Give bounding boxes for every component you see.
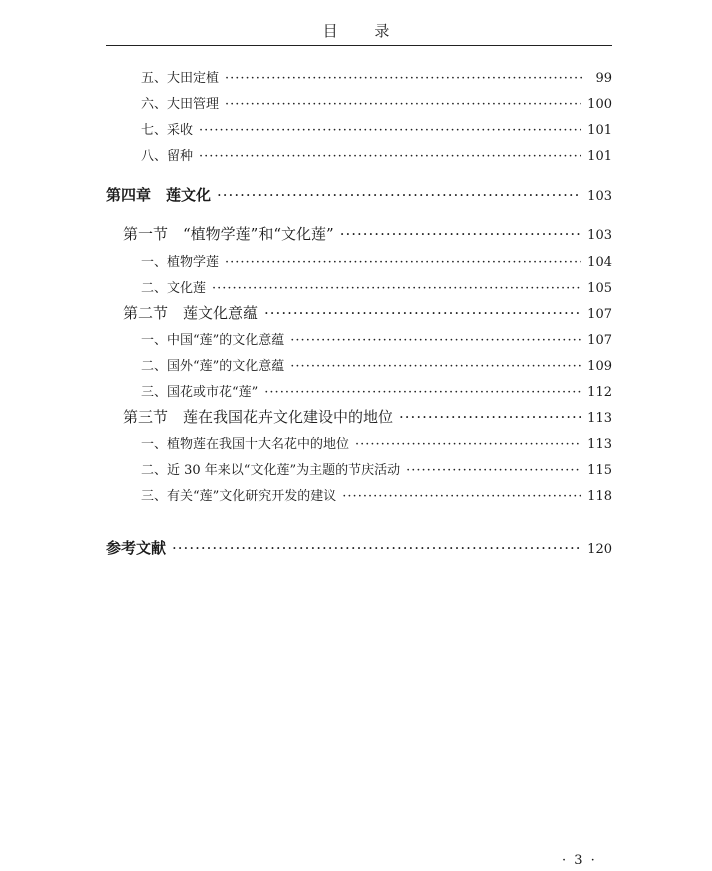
toc-leader-dots bbox=[342, 489, 581, 504]
toc-entry-page: 109 bbox=[587, 359, 612, 374]
toc-leader-dots bbox=[264, 304, 581, 322]
toc-leader-dots bbox=[225, 71, 584, 86]
toc-entry-page: 113 bbox=[587, 437, 612, 452]
toc-leader-dots bbox=[340, 225, 581, 243]
toc-entry-label: 第三节 莲在我国花卉文化建设中的地位 bbox=[123, 408, 394, 426]
toc-leader-dots bbox=[264, 385, 581, 400]
toc-chapter-entry[interactable] bbox=[106, 537, 612, 558]
toc-entry[interactable] bbox=[141, 251, 612, 270]
toc-leader-dots bbox=[225, 255, 581, 270]
toc-entry-label: 二、近 30 年来以“文化莲”为主题的节庆活动 bbox=[141, 463, 401, 478]
toc-entry-page: 104 bbox=[587, 255, 612, 270]
toc-leader-dots bbox=[199, 123, 581, 138]
toc-entry-label: 五、大田定植 bbox=[141, 71, 220, 86]
toc-entry-label: 第四章 莲文化 bbox=[106, 186, 212, 204]
toc-leader-dots bbox=[217, 186, 581, 204]
toc-entry-page: 103 bbox=[587, 189, 612, 204]
toc-entry-page: 105 bbox=[587, 281, 612, 296]
toc-entry-label: 二、国外“莲”的文化意蕴 bbox=[141, 359, 285, 374]
toc-entry-page: 120 bbox=[587, 542, 612, 557]
toc-entry-page: 107 bbox=[587, 307, 612, 322]
toc-entry-label: 一、植物莲在我国十大名花中的地位 bbox=[141, 437, 350, 452]
toc-leader-dots bbox=[406, 463, 581, 478]
toc-entry-page: 100 bbox=[587, 97, 612, 112]
toc-entry[interactable] bbox=[141, 277, 612, 296]
toc-section-entry[interactable] bbox=[123, 223, 612, 244]
toc-entry-page: 115 bbox=[587, 463, 612, 478]
toc-entry[interactable] bbox=[141, 485, 612, 504]
toc-chapter-entry[interactable] bbox=[106, 184, 612, 205]
toc-entry-label: 第一节 “植物学莲”和“文化莲” bbox=[123, 225, 334, 243]
toc-entry-label: 一、植物学莲 bbox=[141, 255, 220, 270]
toc-leader-dots bbox=[290, 359, 581, 374]
toc-entry[interactable] bbox=[141, 329, 612, 348]
toc-entry[interactable] bbox=[141, 67, 612, 86]
toc-entry[interactable] bbox=[141, 93, 612, 112]
toc-entry-page: 103 bbox=[587, 228, 612, 243]
toc-entry[interactable] bbox=[141, 119, 612, 138]
toc-entry[interactable] bbox=[141, 145, 612, 164]
toc-entry[interactable] bbox=[141, 459, 612, 478]
toc-entry-label: 七、采收 bbox=[141, 123, 194, 138]
toc-entry-page: 113 bbox=[587, 411, 612, 426]
toc-entry-page: 107 bbox=[587, 333, 612, 348]
toc-entry-label: 八、留种 bbox=[141, 149, 194, 164]
toc-leader-dots bbox=[172, 539, 581, 557]
toc-entry-label: 三、国花或市花“莲” bbox=[141, 385, 259, 400]
toc-entry-page: 101 bbox=[587, 149, 612, 164]
toc-leader-dots bbox=[212, 281, 581, 296]
toc-entry-label: 第二节 莲文化意蕴 bbox=[123, 304, 259, 322]
toc-entry-page: 101 bbox=[587, 123, 612, 138]
toc-entry-label: 六、大田管理 bbox=[141, 97, 220, 112]
toc-entry-label: 二、文化莲 bbox=[141, 281, 207, 296]
toc-entry[interactable] bbox=[141, 381, 612, 400]
toc-entry-label: 参考文献 bbox=[106, 539, 167, 557]
toc-entry-page: 118 bbox=[587, 489, 612, 504]
toc-entry-label: 一、中国“莲”的文化意蕴 bbox=[141, 333, 285, 348]
toc-leader-dots bbox=[399, 408, 581, 426]
page-header-title: 目 录 bbox=[322, 22, 406, 40]
toc-section-entry[interactable] bbox=[123, 406, 612, 427]
toc-entry-page: 99 bbox=[595, 71, 612, 86]
toc-leader-dots bbox=[225, 97, 581, 112]
toc-leader-dots bbox=[290, 333, 581, 348]
toc-entry[interactable] bbox=[141, 355, 612, 374]
toc-leader-dots bbox=[355, 437, 581, 452]
toc-entry-label: 三、有关“莲”文化研究开发的建议 bbox=[141, 489, 337, 504]
toc-section-entry[interactable] bbox=[123, 302, 612, 323]
page-number: · 3 · bbox=[562, 853, 597, 868]
toc-entry-page: 112 bbox=[587, 385, 612, 400]
toc-leader-dots bbox=[199, 149, 581, 164]
toc-entry[interactable] bbox=[141, 433, 612, 452]
